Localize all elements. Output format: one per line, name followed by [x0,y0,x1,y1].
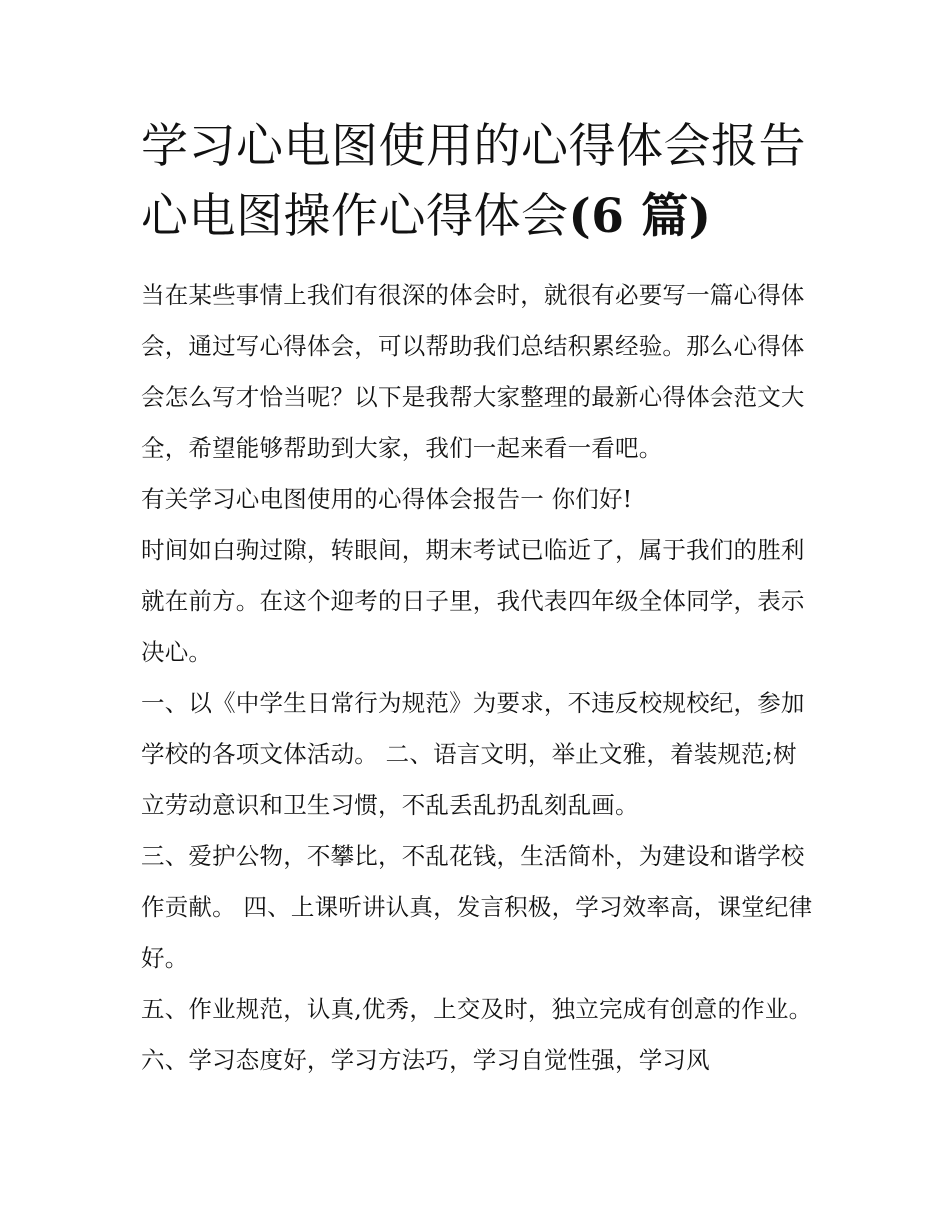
paragraph-points-3-4: 三、爱护公物，不攀比，不乱花钱，生活简朴，为建设和谐学校作贡献。 四、上课听讲认真，发言积极，学习效率高，课堂纪律好。 [141,842,813,972]
document-title [141,112,817,252]
paragraph-heading: 有关学习心电图使用的心得体会报告一 你们好! [141,485,633,513]
paragraph-intro: 当在某些事情上我们有很深的体会时，就很有必要写一篇心得体会，通过写心得体会，可以帮助我们总结积累经验。那么心得体会怎么写才恰当呢？以下是我帮大家整理的最新心得体会范文大全，希望能够帮助到大家，我们一起来看一看吧。 [141,281,805,462]
document-title-count: (6 篇) [568,189,712,244]
paragraph-points-5-6: 五、作业规范，认真,优秀，上交及时，独立完成有创意的作业。 六、学习态度好，学习方法巧，学习自觉性强，学习风 [141,995,813,1074]
document-title-main: 学习心电图使用的心得体会报告 心电图操作心得体会 [141,119,806,244]
paragraph-points-1-2: 一、以《中学生日常行为规范》为要求，不违反校规校纪，参加学校的各项文体活动。 二、语言文明，举止文雅，着装规范;树立劳动意识和卫生习惯，不乱丢乱扔乱刻乱画。 [141,689,805,819]
document-body [141,270,817,1086]
document-content [141,112,817,1086]
paragraph-time: 时间如白驹过隙，转眼间，期末考试已临近了，属于我们的胜利就在前方。在这个迎考的日子里，我代表四年级全体同学，表示决心。 [141,536,805,666]
